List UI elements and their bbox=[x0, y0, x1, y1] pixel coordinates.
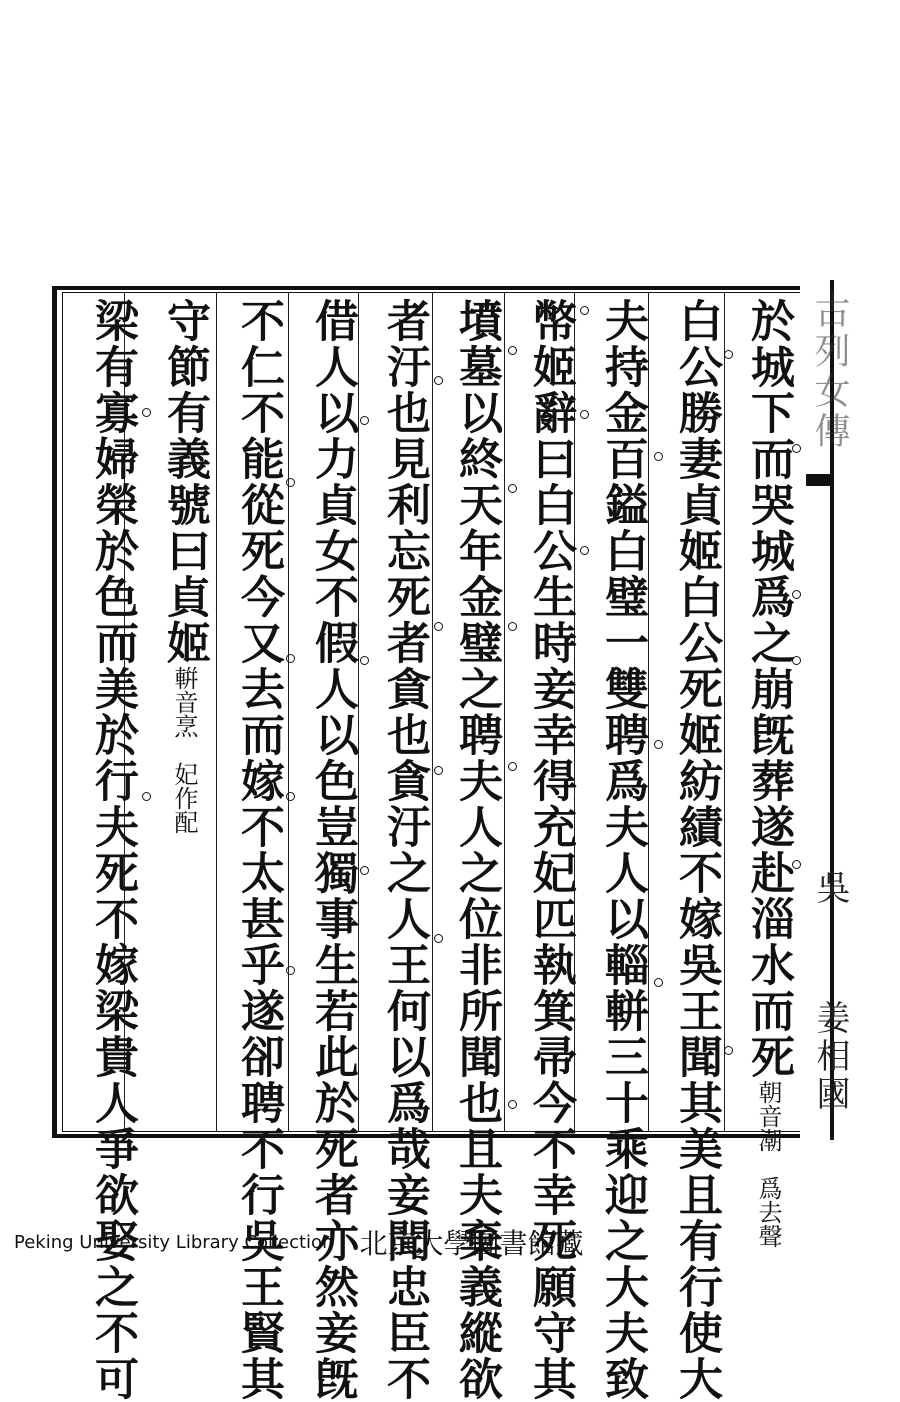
fish-tail-mark bbox=[806, 474, 832, 486]
margin-section-chars: 姜相國 bbox=[810, 1000, 850, 1114]
column-text: 白公勝妻貞姬白公死姬紡績不嫁吳王聞其美且有行使大 bbox=[671, 298, 722, 1402]
column-text: 不仁不能從死今又去而嫁不太甚乎遂卻聘不行吳王賢其 bbox=[233, 298, 284, 1402]
footer-english-credit: Peking University Library Collection bbox=[14, 1231, 334, 1253]
text-column-3 bbox=[592, 298, 652, 1402]
column-divider bbox=[216, 292, 217, 1132]
column-text: 夫持金百鎰白璧一雙聘爲夫人以輜軿三十乘迎之大夫致 bbox=[597, 298, 648, 1402]
collection-footer bbox=[14, 1222, 584, 1262]
column-text: 梁有寡婦榮於色而美於行夫死不嫁梁貴人爭欲娶之不可 bbox=[87, 298, 138, 1402]
column-text: 借人以力貞女不假人以色豈獨事生若此於死者亦然妾旣 bbox=[307, 298, 358, 1402]
column-text: 幣姬辭曰白公生時妾幸得充妃匹執箕帚今不幸死願守其 bbox=[525, 298, 576, 1402]
margin-chapter-char: 吳 bbox=[810, 870, 850, 904]
column-divider bbox=[288, 292, 289, 1132]
column-text: 者汙也見利忘死者貪也貪汙之人王何以爲哉妾聞忠臣不 bbox=[379, 298, 430, 1402]
column-text: 墳墓以終天年金璧之聘夫人之位非所聞也且夫棄義縱欲 bbox=[451, 298, 502, 1402]
margin-book-title: 古列女傳 bbox=[809, 292, 850, 452]
footer-chinese-credit: 北京大學圖書館藏 bbox=[359, 1227, 584, 1260]
column-text: 於城下而哭城爲之崩旣葬遂赴淄水而死 bbox=[743, 298, 794, 1080]
column-annotation: 輧音烹 妃作配 bbox=[170, 666, 198, 834]
text-column-1 bbox=[738, 298, 798, 1248]
column-annotation: 朝音潮 爲去聲 bbox=[754, 1080, 782, 1248]
text-column-9 bbox=[154, 298, 214, 834]
column-text: 守節有義號曰貞姬 bbox=[159, 298, 210, 666]
text-column-2 bbox=[666, 298, 726, 1402]
